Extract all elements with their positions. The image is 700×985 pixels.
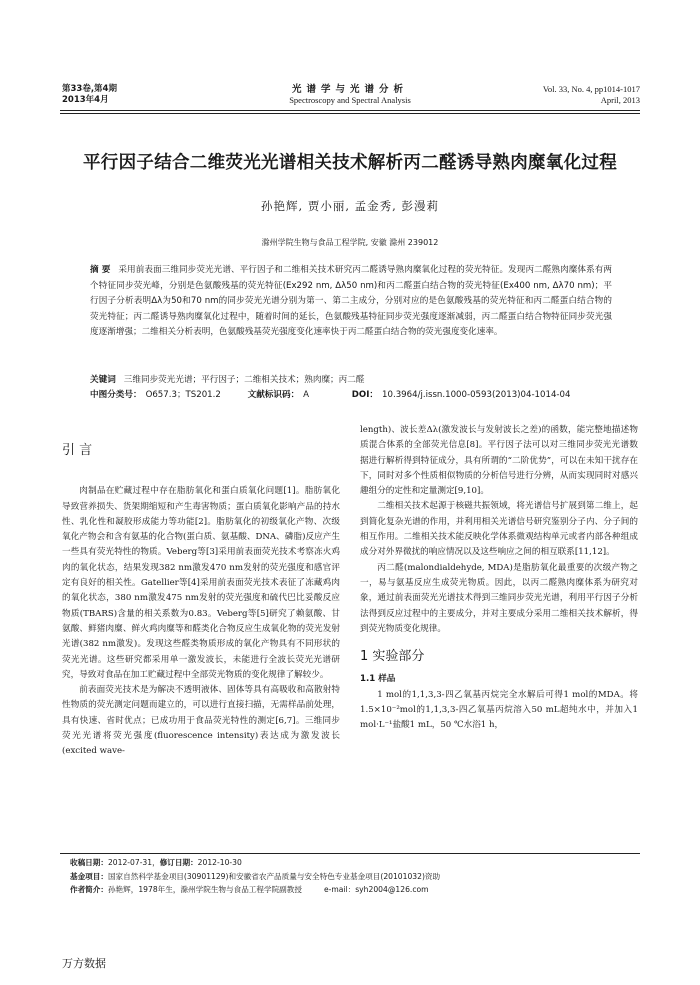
fund-label: 基金项目：: [70, 871, 108, 881]
journal-name-en: Spectroscopy and Spectral Analysis: [289, 95, 411, 105]
date-cn: 2013年4月: [62, 95, 109, 105]
doc-code-label: 文献标识码：: [247, 390, 300, 400]
author-email: e-mail：syh2004@126.com: [323, 885, 429, 894]
author-bio: 孙艳辉，1978年生，滁州学院生物与食品工程学院副教授: [107, 885, 302, 894]
footnote-fund: [70, 870, 630, 884]
paper-affiliation: 滁州学院生物与食品工程学院, 安徽 滁州 239012: [261, 238, 439, 247]
footnote-dates: [70, 856, 630, 870]
doi-value: 10.3964/j.issn.1000-0593(2013)04-1014-04: [382, 390, 571, 400]
header-issue: [543, 84, 640, 106]
volume-cn: 第33卷,第4期: [62, 84, 117, 94]
header-rule-thick: [60, 110, 640, 111]
abstract-text: 采用前表面三维同步荧光光谱、平行因子和二维相关技术研究丙二醛诱导熟肉糜氧化过程的荧光特征。发现丙二醛熟肉糜体系有两个特征同步荧光峰，分别是色氨酸残基的荧光特征(Ex292 nm, Δλ50 nm)和丙二醛蛋白结合物的荧光特征(Ex400 nm, Δλ70 nm)；平行因子分析表明Δλ为50和70 nm的同步荧光光谱分别为第一、第二主成分，分别对应的是色氨酸残基的荧光特征和丙二醛蛋白结合物的荧光特征；丙二醛诱导熟肉糜氧化过程中，随着时间的延长，色氨酸残基特征同步荧光强度逐渐减弱，丙二醛蛋白结合物特征同步荧光强度逐渐增强；二维相关分析表明，色氨酸残基荧光强度变化速率快于丙二醛蛋白结合物的荧光强度变化速率。: [90, 265, 612, 338]
intro-paragraph-1: 肉制品在贮藏过程中存在脂肪氧化和蛋白质氧化问题[1]。脂肪氧化导致营养损失、货架期缩短和产生毒害物质；蛋白质氧化影响产品的持水性、乳化性和凝胶形成能力等功能[2]。脂肪氧化的初级氧化产物、次级氧化产物会和含有氨基的化合物(蛋白质、氨基酸、DNA、磷脂)反应产生一些具有荧光特性的物质。Veberg等[3]采用前表面荧光技术考察冻火鸡肉的氧化状态，结果发现382 nm激发470 nm发射的荧光强度和感官评定有良好的相关性。Gatellier等[4]采用前表面荧光技术表征了冻藏鸡肉的氧化状态，380 nm激发475 nm发射的荧光强度和硫代巴比妥酸反应物质(TBARS)含量的相关系数为0.83。Veberg等[5]研究了赖氨酸、甘氨酸、鲜猪肉糜、鲜火鸡肉糜等和醛类化合物反应生成氧化物的荧光发射光谱(382 nm激发)。发现这些醛类物质形成的氧化产物具有不同形状的荧光光谱。这些研究都采用单一激发波长，未能进行全波长荧光光谱研究，导致对食品在加工贮藏过程中全部荧光物质的变化规律了解较少。: [62, 486, 340, 680]
date-en: April, 2013: [600, 95, 640, 105]
intro-paragraph-3: length)、波长差Δλ(激发波长与发射波长之差)的函数，能完整地描述物质混合体系的全部荧光信息[8]。平行因子法可以对三维同步荧光光谱数据进行解析得到特征成分，具有所谓的“二阶优势”，可以在未知干扰存在下，同时对多个性质相似物质的分析信号进行分辨，从而实现同时对感兴趣组分的定性和定量测定[9,10]。: [360, 425, 638, 497]
intro-paragraph-5: 丙二醛(malondialdehyde, MDA)是脂肪氧化最重要的次级产物之一，易与氨基反应生成荧光物质。因此，以丙二醛熟肉糜体系为研究对象，通过前表面荧光光谱技术得到三维同步荧光光谱，利用平行因子分析法得到反应过程中的主要成分，并对主要成分采用二维相关技术解析，得到荧光物质变化规律。: [360, 562, 638, 634]
keywords-text: 三维同步荧光光谱；平行因子；二维相关技术；熟肉糜；丙二醛: [123, 375, 365, 385]
header-rule-thin: [60, 113, 640, 114]
header-volume: [62, 84, 117, 106]
keywords-label: 关键词: [90, 375, 116, 385]
clc-value: O657.3；TS201.2: [145, 390, 221, 400]
abstract-label: 摘 要: [90, 265, 111, 275]
paper-title: 平行因子结合二维荧光光谱相关技术解析丙二醛诱导熟肉糜氧化过程: [83, 153, 617, 173]
intro-heading: 引 言: [62, 443, 93, 458]
section-1-paragraph-1: 1 mol的1,1,3,3-四乙氧基丙烷完全水解后可得1 mol的MDA。将1.5×10⁻²mol的1,1,3,3-四乙氧基丙烷溶入50 mL超纯水中，并加入1 mol·L⁻¹盐酸1 mL，50 ℃水浴1 h，: [360, 689, 638, 731]
revised-label: 修订日期：: [159, 858, 198, 867]
revised-date: 2012-10-30: [197, 858, 242, 867]
clc-label: 中图分类号：: [90, 390, 142, 400]
watermark-text: 万方数据: [62, 957, 106, 970]
footnote-rule: [60, 853, 640, 854]
fund-text: 国家自然科学基金项目(30901129)和安徽省农产品质量与安全特色专业基金项目(20101032)资助: [107, 871, 441, 881]
abstract: [90, 263, 612, 341]
footnote: [70, 856, 630, 897]
journal-name-cn: 光谱学与光谱分析: [291, 84, 408, 95]
classification-line: [90, 388, 620, 403]
footnote-author: [70, 883, 630, 897]
intro-paragraph-4: 二维相关技术起源于核磁共振领域，将光谱信号扩展到第二维上，起到简化复杂光谱的作用，并利用相关光谱信号研究鉴别分子内、分子间的相互作用。二维相关技术能反映化学体系微观结构单元或者内部各种组成成分对外界微扰的响应情况以及这些响应之间的相互联系[11,12]。: [360, 501, 638, 558]
doi-label: DOI：: [351, 390, 379, 400]
paper-authors: 孙艳辉, 贾小丽, 孟金秀, 彭漫莉: [261, 199, 439, 213]
keywords: [90, 373, 620, 388]
intro-paragraph-2: 前表面荧光技术是为解决不透明液体、固体等具有高吸收和高散射特性物质的荧光测定问题而建立的，可以进行直接扫描，无需样品前处理，具有快速、省时优点；已成功用于食品荧光特性的测定[6,7]。三维同步荧光光谱将荧光强度(fluorescence intensity)表达成为激发波长(excited wave-: [62, 685, 340, 757]
received-label: 收稿日期：: [70, 858, 108, 867]
header-journal: [200, 84, 500, 106]
column-right: [360, 423, 638, 734]
column-left: [62, 423, 340, 760]
author-label: 作者简介：: [70, 885, 108, 894]
volume-en: Vol. 33, No. 4, pp1014-1017: [542, 84, 640, 94]
received-date: 2012-07-31，: [107, 858, 160, 867]
section-1-heading: 1 实验部分: [360, 649, 425, 665]
doc-code-value: A: [303, 390, 310, 400]
subsection-1-1-heading: 1.1 样品: [360, 674, 396, 685]
